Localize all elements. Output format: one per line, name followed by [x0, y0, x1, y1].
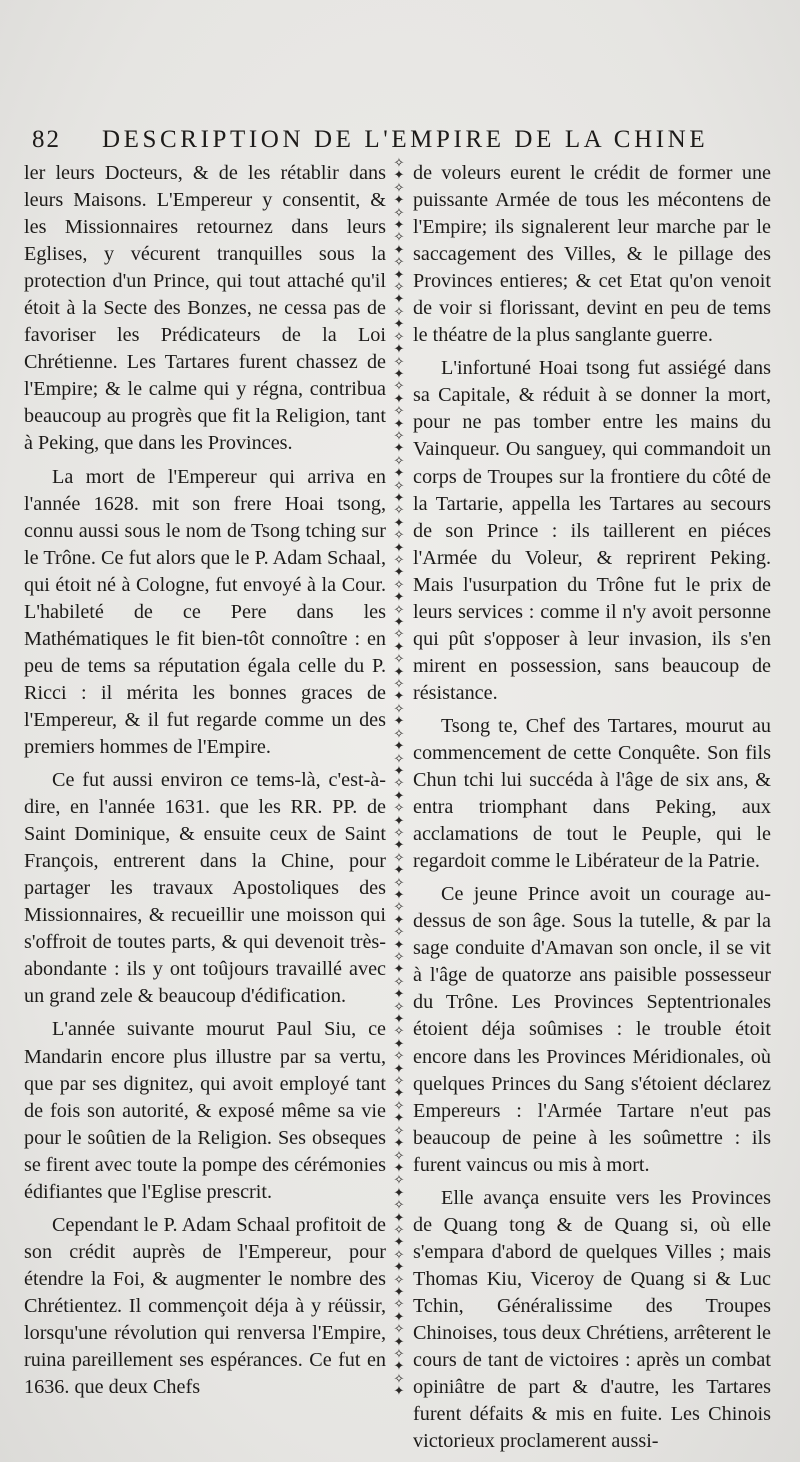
paragraph: Tsong te, Chef des Tartares, mourut au commencement de cette Conquête. Son fils Chun tchi lui succéda à l'âge de six ans, & entra triomphant dans Peking, aux acclamations de tout le Peuple, qui le regardoit comme le Libérateur de la Patrie. [413, 714, 771, 873]
page-number: 82 [32, 126, 61, 153]
paragraph: Ce fut aussi environ ce tems-là, c'est-à-dire, en l'année 1631. que les RR. PP. de Saint Dominique, & ensuite ceux de Saint François, entrerent dans la Chine, pour partager les travaux Apostoliques des Missionnaires, & recueillir une moisson qui s'offroit de toutes parts, & qui devenoit très-abondante : ils y ont toûjours travaillé avec un grand zele & beaucoup d'édification. [24, 769, 386, 1008]
paragraph: L'année suivante mourut Paul Siu, ce Mandarin encore plus illustre par sa vertu, que par ses dignitez, qui avoit employé tant de fois son autorité, & exposé même sa vie pour le soûtien de la Religion. Ses obseques se firent avec toute la pompe des cérémonies édifiantes que l'Eglise prescrit. [24, 1018, 386, 1203]
paragraph: ler leurs Docteurs, & de les rétablir dans leurs Maisons. L'Empereur y consentit, & les Missionnaires retournez dans leurs Eglises, y vécurent tranquilles sous la protection d'un Prince, qui tout attaché qu'il étoit à la Secte des Bonzes, ne cessa pas de favoriser les Prédicateurs de la Loi Chrétienne. Les Tartares furent chassez de l'Empire; & le calme qui y régna, contribua beaucoup au progrès que fit la Religion, tant à Peking, que dans les Provinces. [24, 162, 386, 455]
paragraph: La mort de l'Empereur qui arriva en l'année 1628. mit son frere Hoai tsong, connu aussi sous le nom de Tsong tching sur le Trône. Ce fut alors que le P. Adam Schaal, qui étoit né à Cologne, fut envoyé à la Cour. L'habileté de ce Pere dans les Mathématiques le fit bien-tôt connoître : en peu de tems sa réputation égala celle du P. Ricci : il mérita les bonnes graces de l'Empereur, & il fut regarde comme un des premiers hommes de l'Empire. [24, 465, 386, 758]
paragraph: Elle avança ensuite vers les Provinces de Quang tong & de Quang si, où elle s'empara d'abord de quelques Villes ; mais Thomas Kiu, Viceroy de Quang si & Luc Tchin, Généralissime des Troupes Chinoises, tous deux Chrétiens, arrêterent le cours de tant de victoires : après un combat opiniâtre de part & d'autre, les Tartares furent défaits & mis en fuite. Les Chinois victorieux proclamerent aussi- [413, 1186, 771, 1453]
ornamental-column-divider: ✧ ✦ ✧ ✦ ✧ ✦ ✧ ✦ ✧ ✦ ✧ ✦ ✧ ✦ ✧ ✦ ✧ ✦ ✧ ✦ ✧ ✦ ✧ ✦ ✧ ✦ ✧ ✦ ✧ ✦ ✧ ✦ ✧ ✦ ✧ ✦ ✧ ✦ ✧ ✦ ✧ ✦ ✧ ✦ ✧ ✦ ✧ ✦ ✧ ✦ ✧ ✦ ✧ ✦ ✧ ✦ ✧ ✦ ✧ ✦ ✧ ✦ ✧ ✦ ✧ ✦ ✧ ✦ ✧ ✦ ✧ ✦ ✧ ✦ ✧ ✦ ✧ ✦ ✧ ✦ ✧ ✦ ✧ ✦ ✧ ✦ ✧ ✦ ✧ ✦ ✧ ✦ ✧ ✦ ✧ ✦ ✧ ✦ ✧ ✦ [393, 156, 405, 1400]
page-header [30, 126, 775, 160]
running-title: DESCRIPTION DE L'EMPIRE DE LA CHINE [102, 126, 709, 153]
paragraph: de voleurs eurent le crédit de former une puissante Armée de tous les mécontens de l'Empire; ils signalerent leur marche par le saccagement des Villes, & le pillage des Provinces entieres; & cet Etat qu'on venoit de voir si florissant, devint en peu de tems le théatre de la plus sanglante guerre. [413, 162, 771, 347]
paragraph: Ce jeune Prince avoit un courage au-dessus de son âge. Sous la tutelle, & par la sage conduite d'Amavan son oncle, il se vit à l'âge de quatorze ans paisible possesseur du Trône. Les Provinces Septentrionales étoient déja soûmises : le trouble étoit encore dans les Provinces Méridionales, où quelques Princes du Sang s'étoient déclarez Empereurs : l'Armée Tartare n'eut pas beaucoup de peine à les soûmettre : ils furent vaincus ou mis à mort. [413, 883, 771, 1176]
left-column [24, 160, 386, 1399]
right-column [413, 160, 771, 1453]
paragraph: Cependant le P. Adam Schaal profitoit de son crédit auprès de l'Empereur, pour étendre la Foi, & augmenter le nombre des Chrétientez. Il commençoit déja à y réüssir, lorsqu'une révolution qui renversa l'Empire, ruina pareillement ses espérances. Ce fut en 1636. que deux Chefs [24, 1213, 386, 1399]
paragraph: L'infortuné Hoai tsong fut assiégé dans sa Capitale, & réduit à se donner la mort, pour ne pas tomber entre les mains du Vainqueur. Ou sanguey, qui commandoit un corps de Troupes sur la frontiere du côté de la Tartarie, appella les Tartares au secours de son Prince : ils taillerent en piéces l'Armée du Voleur, & reprirent Peking. Mais l'usurpation du Trône fut le prix de leurs services : comme il n'y avoit personne qui pût s'opposer à leur invasion, ils s'en mirent en possession, sans beaucoup de résistance. [413, 357, 771, 704]
